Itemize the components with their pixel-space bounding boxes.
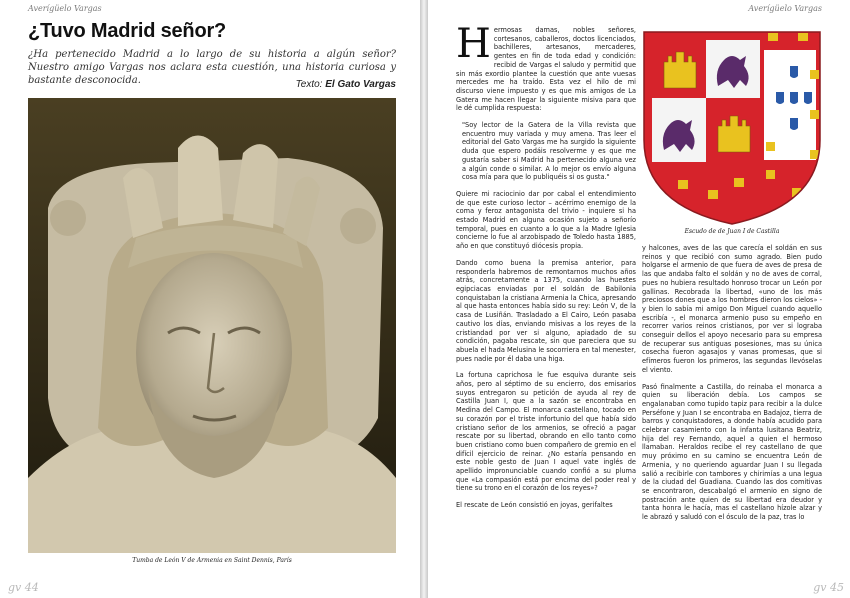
running-head-right: Averígüelo Vargas <box>748 4 822 13</box>
coat-of-arms-image <box>642 30 822 226</box>
article-title: ¿Tuvo Madrid señor? <box>28 20 227 42</box>
page-number-right: gv 45 <box>813 581 844 594</box>
shield-caption: Escudo de de Juan I de Castilla <box>684 228 780 235</box>
running-head-left: Averígüelo Vargas <box>28 4 102 13</box>
text-column-1 <box>456 21 636 590</box>
photo-caption: Tumba de León V de Armenia en Saint Dennis, París <box>132 557 292 564</box>
paragraph-6: El rescate de León consistió en joyas, gerifaltes <box>456 501 613 510</box>
text-column-2 <box>642 244 822 590</box>
page-gutter <box>420 0 428 598</box>
left-page <box>0 0 420 598</box>
page-number-left: gv 44 <box>8 581 39 594</box>
tomb-effigy-photo <box>28 98 396 553</box>
paragraph-5: La fortuna caprichosa le fue esquiva durante seis años, pero al séptimo de su encierro, dos emisarios suyos entregaron su petición de ayuda al rey de Castilla Juan I, que a la sazón se encontraba en Medina del Campo. El monarca castellano, tocado en su corazón por el triste infortunio del que había sido cristiano señor de los armenios, se ofreció a pagar rescate por su libertad, obrando en ello tanto como buen cristiano como buen compañero de gremio en el difícil ejercicio de reinar. ¿No estaría pensando en este noble gesto de Juan I aquel vate inglés de apellido impronunciable cuando confió a su pluma que «La compasión está por encima del poder real y tiene su trono en el corazón de los reyes»? <box>456 371 636 493</box>
paragraph-7: y halcones, aves de las que carecía el soldán en sus reinos y que recibió con sumo agrado. Bien pudo holgarse el armenio de que fuera de aves de presa de las que andaba falto el soldán y no de aves de corral, pues no hubiera resultado honroso trocar un León por gallinas. Recobrada la libertad, «uno de los más preciosos dones que a los hombres dieron los cielos» - y bien lo sabía mi amigo Don Miguel cuando aquello escribía -, el monarca armenio puso su empeño en recorrer varios reinos cristianos, por ver si lograba conseguir dellos el apoyo necesario para su empresa de recuperar sus antiguas posesiones, mas su única cosecha fueron agasajos y vanas promesas, que si efímeros fueron los primeros, las segundas llevóselas el viento. <box>642 244 822 374</box>
credit-label: Texto: <box>295 79 323 90</box>
drop-cap: H <box>456 21 491 67</box>
article-intro: ¿Ha pertenecido Madrid a lo largo de su historia a algún señor? Nuestro amigo Vargas nos aclara esta cuestión, una historia curiosa y bastante desconocida. <box>28 49 396 86</box>
paragraph-1: Hermosas damas, nobles señores, cortesanos, caballeros, doctos licenciados, bachilleres, artesanos, mercaderes, gentes en fin de toda edad y condición: recibid de Vargas el saludo y permitid que sin más exordio plantee la cuestión que ante vuesas mercedes me ha traído. Esta vez el hilo de mi discurso viene impuesto y es que mis amigos de La Gatera me hacen llegar la siguiente misiva para que le dé cumplida respuesta: <box>456 21 636 113</box>
paragraph-3: Quiere mi raciocinio dar por cabal el entendimiento de que este curioso lector – acérrimo enemigo de la coma y feroz antagonista del trivio - inquiere si ha estado Madrid en alguna ocasión sujeto a señorío temporal, pues en cuanto a lo que a la Madre Iglesia concierne lo fue al arzobispado de Toledo hasta 1885, año en que constituyó diócesis propia. <box>456 189 636 251</box>
article-credit <box>296 79 396 90</box>
paragraph-4: Dando como buena la premisa anterior, para responderla habremos de remontarnos muchos años atrás, concretamente a 1375, cuando las huestes egipciacas enviadas por el soldán de Babilonia conquistaban la cristiana Armenia la Chica, apresando al que hasta entonces había sido su rey: León V, de la casa de Lusiñán. Trasladado a El Cairo, León pasaba cautivo los días, enviando misivas a los reyes de la cristiandad por ver si alguno, apiadado de su condición, pagaba rescate, sin que pareciera que su abuela el hada Melusina le socorriera en tal menester, pues nadie por él daba una higa. <box>456 258 636 363</box>
right-page <box>428 0 850 598</box>
credit-author: El Gato Vargas <box>325 79 396 90</box>
reader-letter-quote: "Soy lector de la Gatera de la Villa revista que encuentro muy variada y muy amena. Tras leer el editorial del Gato Vargas me ha surgido la siguiente duda que espero podáis resolverme y es que me gustaría saber si Madrid ha pertenecido alguna vez a algún conde o similar. A lo mejor os envío alguna cosa mía para que lo publiquéis si os gusta." <box>462 121 636 182</box>
paragraph-8: Pasó finalmente a Castilla, do reinaba el monarca a quien su liberación debía. Los campos se engalanaban como tupido tapiz para recibir a la dulce Perséfone y Juan I se encontraba en Badajoz, tierra de barros y conquistadores, a donde había acudido para celebrar casamiento con la infanta lusitana Beatriz, hija del rey Fernando, aquel a quien el hermoso llamaban. Heraldos recibe el rey castellano de que muy próximo en su camino se encuentra León de Armenia, y no queriendo aguardar Juan I su llegada salió a recibirle con tambores y chirimías a una legua de la ciudad del Guadiana. Cuando las dos comitivas se encontraron, descabalgó el armenio en signo de postración ante quien de su libertad era deudor y tanta honra le hacía, mas el castellano hízole alzar y le abrazó y saludó con el ósculo de la paz, tras lo <box>642 382 822 522</box>
